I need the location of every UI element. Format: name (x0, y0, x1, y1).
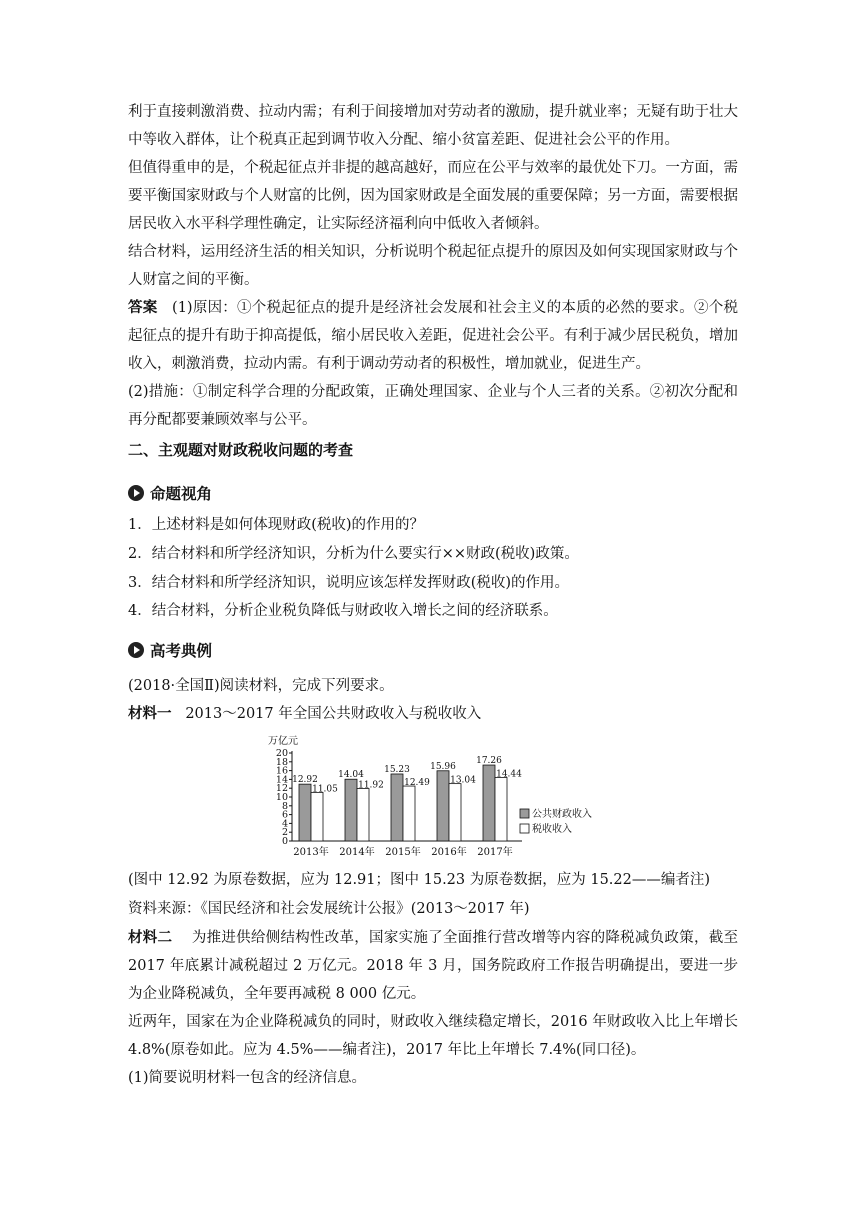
bar-public-revenue (345, 779, 357, 841)
example-heading (128, 639, 212, 661)
answer-label: 答案 (128, 300, 158, 316)
legend-label-public-revenue: 公共财政收入 (532, 809, 592, 820)
section-title: 二、主观题对财政税收问题的考查 (128, 441, 354, 459)
legend-label-tax-revenue: 税收收入 (532, 824, 572, 835)
perspective-item: 4．结合材料，分析企业税负降低与财政收入增长之间的经济联系。 (128, 603, 558, 619)
y-tick-label: 8 (281, 800, 288, 812)
x-tick-label: 2013年 (293, 847, 329, 858)
material1-title: 2013～2017 年全国公共财政收入与税收收入 (185, 706, 482, 722)
y-tick-label: 12 (275, 783, 288, 795)
y-tick-label: 16 (275, 765, 288, 777)
answer-paragraph-2: (2)措施：①制定科学合理的分配政策，正确处理国家、企业与个人三者的关系。②初次分配和再分配都要兼顾效率与公平。 (128, 384, 738, 428)
x-tick-label: 2017年 (477, 847, 513, 858)
chart-svg (262, 732, 602, 862)
perspective-item: 3．结合材料和所学经济知识，说明应该怎样发挥财政(税收)的作用。 (128, 575, 570, 591)
bar-tax-revenue (357, 789, 369, 841)
legend-swatch-tax-revenue (520, 824, 529, 833)
y-tick-label: 20 (275, 748, 288, 759)
bar-chart (262, 732, 602, 862)
bar-tax-revenue (311, 792, 323, 841)
perspective-heading (128, 482, 212, 504)
perspective-heading-text: 命题视角 (150, 485, 213, 503)
legend-swatch-public-revenue (520, 809, 529, 818)
question-1: (1)简要说明材料一包含的经济信息。 (128, 1070, 367, 1086)
y-tick-label: 14 (275, 774, 288, 786)
data-label-tax-revenue: 12.49 (404, 778, 430, 789)
answer-paragraph-1 (128, 294, 738, 378)
material2-paragraph (128, 924, 738, 1008)
data-label-tax-revenue: 11.05 (312, 784, 338, 795)
bar-public-revenue (437, 771, 449, 841)
x-tick-label: 2015年 (385, 847, 421, 858)
y-tick-label: 18 (275, 756, 288, 768)
data-label-public-revenue: 15.23 (384, 764, 410, 775)
perspective-item: 2．结合材料和所学经济知识，分析为什么要实行××财政(税收)政策。 (128, 546, 579, 562)
recent-paragraph: 近两年，国家在为企业降税减负的同时，财政收入继续稳定增长，2016 年财政收入比上年增长4.8%(原卷如此。应为 4.5%——编者注)，2017 年比上年增长 7.4%(同口径)。 (128, 1014, 738, 1058)
y-tick-label: 10 (275, 792, 288, 803)
material2-text: 为推进供给侧结构性改革，国家实施了全面推行营改增等内容的降税减负政策，截至2017 年底累计减税超过 2 万亿元。2018 年 3 月，国务院政府工作报告明确提出，要进一步为企业降税减负，全年要再减税 8 000 亿元。 (128, 930, 739, 1002)
answer-text-1: (1)原因：①个税起征点的提升是经济社会发展和社会主义的本质的必然的要求。②个税起征点的提升有助于抑高提低，缩小居民收入差距，促进社会公平。有利于减少居民税负，增加收入，刺激消费，拉动内需。有利于调动劳动者的积极性，增加就业，促进生产。 (128, 300, 739, 372)
bar-tax-revenue (403, 786, 415, 841)
example-source: (2018·全国Ⅱ)阅读材料，完成下列要求。 (128, 678, 394, 694)
x-tick-label: 2016年 (431, 847, 467, 858)
play-circle-icon (128, 642, 144, 658)
y-tick-label: 4 (281, 818, 288, 830)
data-label-tax-revenue: 13.04 (450, 775, 476, 786)
data-label-public-revenue: 17.26 (476, 756, 502, 767)
data-source: 资料来源：《国民经济和社会发展统计公报》(2013～2017 年) (128, 901, 530, 917)
data-label-tax-revenue: 11.92 (358, 780, 384, 791)
play-circle-icon (128, 485, 144, 501)
material2-label: 材料二 (128, 930, 173, 946)
material1-line (128, 704, 481, 724)
material1-label: 材料一 (128, 706, 172, 722)
bar-public-revenue (299, 784, 311, 841)
data-label-tax-revenue: 14.44 (496, 769, 522, 780)
x-tick-label: 2014年 (339, 847, 375, 858)
intro-paragraph-1: 利于直接刺激消费、拉动内需；有利于间接增加对劳动者的激励，提升就业率；无疑有助于壮大中等收入群体，让个税真正起到调节收入分配、缩小贫富差距、促进社会公平的作用。 (128, 104, 738, 148)
y-tick-label: 2 (281, 827, 288, 839)
bar-tax-revenue (495, 777, 507, 841)
bar-public-revenue (483, 765, 495, 841)
data-label-public-revenue: 12.92 (292, 775, 318, 786)
y-tick-label: 6 (281, 809, 288, 821)
chart-note: (图中 12.92 为原卷数据，应为 12.91；图中 15.23 为原卷数据，应为 15.22——编者注) (128, 872, 711, 888)
intro-paragraph-3: 结合材料，运用经济生活的相关知识，分析说明个税起征点提升的原因及如何实现国家财政与个人财富之间的平衡。 (128, 244, 738, 288)
data-label-public-revenue: 14.04 (338, 770, 364, 781)
data-label-public-revenue: 15.96 (430, 761, 456, 772)
perspective-item: 1．上述材料是如何体现财政(税收)的作用的？ (128, 517, 425, 533)
example-heading-text: 高考典例 (150, 642, 213, 660)
intro-paragraph-2: 但值得重申的是，个税起征点并非提的越高越好，而应在公平与效率的最优处下刀。一方面，需要平衡国家财政与个人财富的比例，因为国家财政是全面发展的重要保障；另一方面，需要根据居民收入水平科学理性确定，让实际经济福利向中低收入者倾斜。 (128, 160, 738, 232)
bar-public-revenue (391, 774, 403, 841)
y-tick-label: 0 (281, 836, 288, 847)
y-axis-unit-label: 万亿元 (268, 736, 298, 747)
bar-tax-revenue (449, 784, 461, 841)
